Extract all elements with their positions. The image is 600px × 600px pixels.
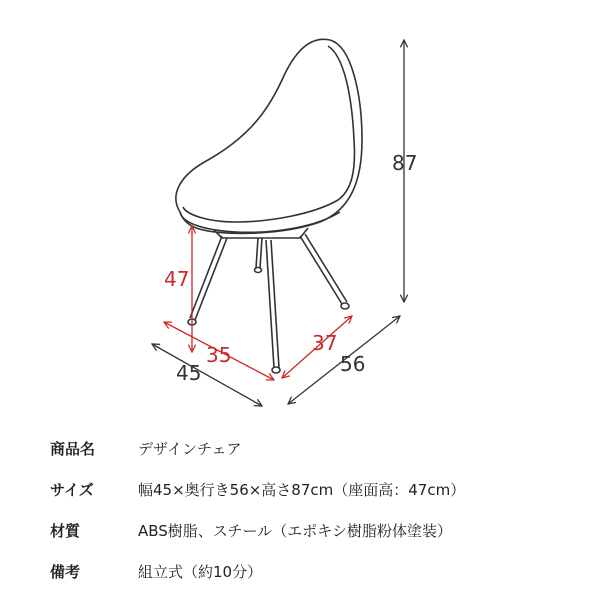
label-depth: 56: [340, 352, 366, 376]
spec-row-material: [50, 516, 570, 557]
leg-front-center: [266, 240, 279, 368]
label-height-total: 87: [392, 151, 418, 175]
chair-seat-inner: [183, 46, 354, 222]
leg-foot-front-center: [272, 367, 280, 373]
spec-row-product-name: [50, 434, 570, 475]
spec-row-size: [50, 475, 570, 516]
leg-foot-back-center: [255, 268, 262, 273]
spec-label: 商品名: [50, 440, 96, 458]
spec-label: サイズ: [50, 481, 94, 499]
label-seat-depth: 35: [206, 343, 232, 367]
label-width: 45: [176, 361, 202, 385]
spec-value: 幅45×奥行き56×高さ87cm（座面高：47cm）: [138, 481, 466, 499]
leg-foot-right: [341, 303, 349, 309]
leg-front-left: [190, 236, 227, 320]
leg-right: [300, 234, 347, 304]
chair-shell-rim: [180, 212, 340, 232]
spec-table: [50, 434, 570, 598]
leg-back-center: [256, 238, 262, 268]
spec-label: 備考: [50, 563, 81, 581]
spec-row-notes: [50, 557, 570, 598]
label-seat-height: 47: [164, 267, 190, 291]
label-seat-width: 37: [312, 331, 338, 355]
spec-value: デザインチェア: [138, 440, 242, 458]
spec-value: ABS樹脂、スチール（エポキシ樹脂粉体塗装）: [138, 522, 453, 540]
spec-value: 組立式（約10分）: [138, 563, 263, 581]
spec-label: 材質: [50, 522, 81, 540]
chair-illustration: [176, 39, 362, 238]
chair-shell-outer: [176, 39, 362, 233]
